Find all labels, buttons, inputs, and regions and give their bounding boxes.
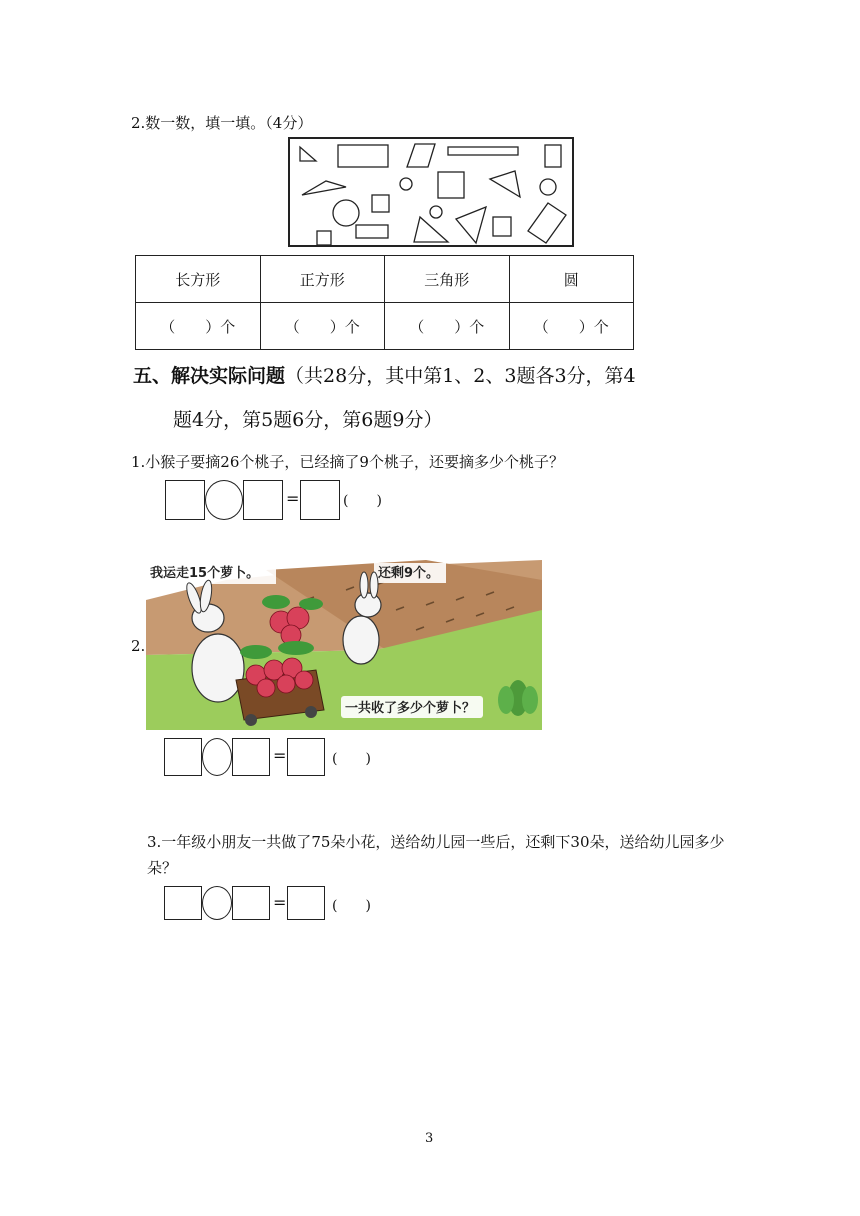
equals-sign: = xyxy=(286,489,300,508)
answer-box[interactable] xyxy=(287,738,325,776)
shapes-figure xyxy=(288,137,574,247)
triangle-shape xyxy=(300,147,316,161)
square-shape xyxy=(493,217,511,236)
answer-box[interactable] xyxy=(232,738,270,776)
answer-box[interactable] xyxy=(300,480,340,520)
section-title-bold: 五、解决实际问题 xyxy=(133,365,286,387)
table-row xyxy=(136,303,634,350)
page-number: 3 xyxy=(425,1131,434,1146)
count-table xyxy=(135,255,634,350)
answer-box[interactable] xyxy=(232,886,270,920)
rectangle-shape xyxy=(545,145,561,167)
speech-bubble-right: 还剩9个。 xyxy=(378,566,440,581)
section-title xyxy=(133,361,636,388)
header-rectangle: 长方形 xyxy=(136,256,261,303)
table-row xyxy=(136,256,634,303)
equals-sign: = xyxy=(273,893,287,912)
equals-sign: = xyxy=(273,746,287,765)
answer-box[interactable] xyxy=(165,480,205,520)
header-square: 正方形 xyxy=(260,256,385,303)
circle-shape xyxy=(540,179,556,195)
section-title-line2: 题4分，第5题6分，第6题9分） xyxy=(173,409,443,431)
problem-2-number: 2. xyxy=(131,637,146,655)
square-shape xyxy=(438,172,464,198)
answer-box[interactable] xyxy=(287,886,325,920)
square-shape xyxy=(317,231,331,245)
header-triangle: 三角形 xyxy=(385,256,510,303)
header-circle: 圆 xyxy=(509,256,634,303)
answer-cell[interactable]: （ ）个 xyxy=(260,303,385,350)
rectangle-shape xyxy=(338,145,388,167)
circle-shape xyxy=(400,178,412,190)
shapes-drawing xyxy=(290,139,576,249)
rectangle-shape xyxy=(356,225,388,238)
operator-circle[interactable] xyxy=(202,738,232,776)
square-shape xyxy=(372,195,389,212)
rectangle-shape xyxy=(528,203,566,243)
answer-cell[interactable]: （ ）个 xyxy=(136,303,261,350)
answer-cell[interactable]: （ ）个 xyxy=(385,303,510,350)
triangle-shape xyxy=(414,217,448,242)
triangle-shape xyxy=(302,181,346,195)
illustration xyxy=(146,560,542,730)
parallelogram-shape xyxy=(407,144,435,167)
circle-shape xyxy=(333,200,359,226)
unit-paren[interactable]: ( ) xyxy=(332,751,371,767)
problem-1-text: 1.小猴子要摘26个桃子，已经摘了9个桃子，还要摘多少个桃子？ xyxy=(131,453,564,471)
answer-cell[interactable]: （ ）个 xyxy=(509,303,634,350)
operator-circle[interactable] xyxy=(202,886,232,920)
circle-shape xyxy=(430,206,442,218)
triangle-shape xyxy=(456,207,486,243)
triangle-shape xyxy=(490,171,520,197)
unit-paren[interactable]: ( ) xyxy=(332,898,371,914)
unit-paren[interactable]: ( ) xyxy=(343,493,382,509)
q2-title: 2.数一数，填一填。（4分） xyxy=(131,114,313,132)
problem-3-text: 3.一年级小朋友一共做了75朵小花，送给幼儿园一些后，还剩下30朵，送给幼儿园多少朵？ xyxy=(147,833,725,877)
answer-box[interactable] xyxy=(243,480,283,520)
rabbit-radish-picture xyxy=(146,560,542,730)
answer-box[interactable] xyxy=(164,738,202,776)
answer-box[interactable] xyxy=(164,886,202,920)
operator-circle[interactable] xyxy=(205,480,243,520)
speech-bubble-bottom: 一共收了多少个萝卜？ xyxy=(345,701,476,716)
speech-bubble-left: 我运走15个萝卜。 xyxy=(150,566,260,581)
section-title-rest: （共28分，其中第1、2、3题各3分，第4 xyxy=(285,365,636,387)
rectangle-shape xyxy=(448,147,518,155)
